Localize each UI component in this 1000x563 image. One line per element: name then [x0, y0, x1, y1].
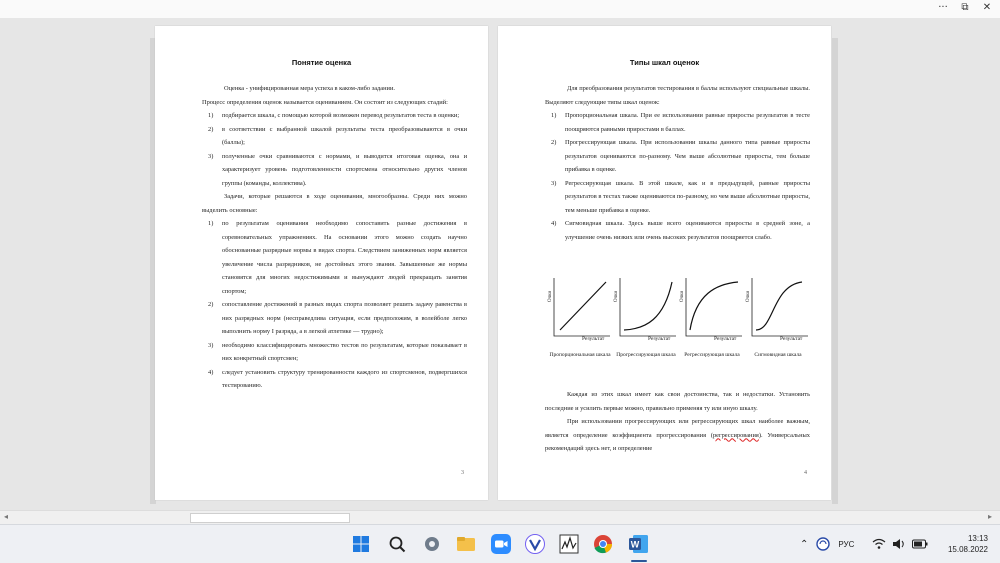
chart-caption: Регрессирующая шкала — [684, 352, 740, 358]
chart-app-icon[interactable] — [558, 533, 580, 555]
list-text: сопоставление достижений в разных видах спорта позволяет решить задачу равенства в них разрядных норм (несправедлива ситуация, если предположим, в волейболе легко выполнить норму I разряда, а в легкой атлетике — трудно); — [222, 301, 467, 335]
list-number: 3) — [208, 152, 214, 160]
scale-types-list — [545, 109, 810, 244]
scale-charts-figure — [548, 274, 810, 384]
tasks-list — [202, 217, 467, 393]
list-item — [202, 150, 467, 191]
list-number: 2) — [551, 139, 557, 146]
clock-date: 15.08.2022 — [947, 545, 988, 554]
next-page-edge — [832, 38, 838, 504]
chart-caption: Пропорциональная шкала — [549, 352, 611, 358]
more-options-icon[interactable]: ··· — [938, 2, 948, 13]
y-axis-label: Очки — [548, 290, 553, 302]
page-body — [202, 82, 467, 393]
list-item — [545, 136, 810, 177]
list-item — [202, 339, 467, 366]
page-title: Типы шкал оценок — [629, 58, 700, 67]
clock-time: 13:13 — [967, 534, 988, 543]
list-number: 1) — [208, 112, 214, 119]
taskbar — [0, 524, 1000, 563]
list-number: 4) — [208, 368, 214, 376]
document-view[interactable] — [0, 18, 1000, 510]
active-app-indicator — [631, 560, 647, 562]
list-text: Пропорциональная шкала. При ее использовании равные приросты результатов в тесте поощряются равными приростами в баллах. — [565, 112, 810, 133]
list-item — [545, 109, 810, 136]
horizontal-scrollbar[interactable] — [0, 510, 1000, 524]
language-indicator[interactable]: РУС — [838, 540, 855, 549]
system-tray — [800, 525, 928, 563]
chrome-icon[interactable] — [592, 533, 614, 555]
scrollbar-thumb[interactable] — [190, 513, 350, 523]
list-text: по результатам оценивания необходимо сопоставить разные достижения в соревновательных упражнениях. На основании этого можно создать научно обоснованные разрядные нормы в видах спорта. Следствием заниженных норм является увеличение числа разрядников, не достойных этого звания. Завышенные же нормы становятся для многих недостижимыми и вынуждают людей прекращать занятия спортом; — [222, 220, 467, 295]
list-number: 3) — [551, 179, 557, 187]
chart-regressive — [680, 274, 744, 378]
battery-icon[interactable] — [912, 539, 928, 551]
list-text: подбирается шкала, с помощью которой возможен перевод результатов теста в оценки; — [222, 112, 460, 119]
list-item — [202, 366, 467, 393]
chart-sigmoid — [746, 274, 810, 378]
list-item — [545, 177, 810, 218]
close-window-icon[interactable]: ✕ — [982, 2, 992, 13]
list-number: 4) — [551, 220, 557, 227]
vpn-icon[interactable] — [816, 537, 830, 553]
page-number: 3 — [461, 470, 464, 476]
search-icon[interactable] — [386, 533, 408, 555]
page-number: 4 — [804, 470, 807, 476]
volume-icon[interactable] — [892, 538, 906, 552]
x-axis-label: Результат — [780, 336, 803, 342]
word-icon[interactable] — [628, 533, 650, 555]
paragraph-part: При использовании прогрессирующих или регрессирующих шкал наиболее важным, является определение коэффициента прогрессирования ( — [545, 418, 810, 439]
clock[interactable] — [948, 533, 988, 555]
page-3[interactable] — [155, 26, 488, 500]
list-text: полученные очки сравниваются с нормами, и выводится итоговая оценка, она и характеризует уровень подготовленности спортсмена относительно других членов группы (команды, коллектива). — [222, 152, 467, 187]
list-text: Сигмовидная шкала. Здесь выше всего оцениваются приросты в средней зоне, а улучшение очень низких или очень высоких результатов поощряется слабо. — [565, 220, 810, 241]
chart-caption: Прогрессирующая шкала — [616, 352, 676, 358]
scroll-right-icon[interactable]: ▸ — [988, 512, 993, 521]
x-axis-label: Результат — [714, 336, 737, 342]
list-number: 1) — [551, 112, 557, 119]
paragraph: Для преобразования результатов тестирования в баллы используют специальные шкалы. Выделяют следующие типы шкал оценок: — [545, 85, 810, 106]
paragraph: Каждая из этих шкал имеет как свои достоинства, так и недостатки. Установить последние и усилить первые можно, правильно применяя ту или иную шкалу. — [545, 391, 810, 412]
list-item — [202, 217, 467, 298]
paragraph-part: ). Универсальных рекомендаций здесь нет, и определение — [545, 431, 810, 452]
list-number: 2) — [208, 301, 214, 308]
chevron-up-icon[interactable]: ⌃ — [800, 539, 809, 550]
wifi-icon[interactable] — [872, 538, 886, 552]
list-number: 2) — [208, 125, 214, 133]
paragraph — [545, 415, 810, 456]
windows-start-icon[interactable] — [350, 533, 372, 555]
list-text: необходимо классифицировать множество тестов по результатам, которые показывает в них конкретный спортсмен; — [222, 341, 467, 362]
list-item — [202, 123, 467, 150]
scroll-left-icon[interactable]: ◂ — [4, 512, 9, 521]
settings-icon[interactable] — [421, 533, 443, 555]
chart-progressive — [614, 274, 678, 378]
list-number: 3) — [208, 341, 214, 349]
stages-list — [202, 109, 467, 190]
page-4[interactable] — [498, 26, 831, 500]
y-axis-label: Очки — [614, 290, 619, 302]
list-item — [202, 298, 467, 339]
list-item — [545, 217, 810, 244]
page-title: Понятие оценка — [291, 58, 352, 67]
chart-caption: Сигмовидная шкала — [754, 352, 802, 358]
list-item — [202, 109, 467, 123]
paragraph: Задачи, которые решаются в ходе оценивания, многообразны. Среди них можно выделить основные: — [202, 193, 467, 214]
list-number: 1) — [208, 220, 214, 227]
paragraph: Процесс определения оценок называется оцениванием. Он состоит из следующих стадий: — [202, 98, 448, 106]
list-text: следует установить структуру тренированности каждого из спортсменов, подвергшихся тестированию. — [222, 368, 467, 389]
list-text: в соответствии с выбранной шкалой результаты теста преобразовываются в очки (баллы); — [222, 125, 467, 146]
spellcheck-underlined-word[interactable]: регрессирования — [712, 431, 759, 439]
chart-proportional — [548, 274, 612, 378]
restore-window-icon[interactable]: ⧉ — [961, 2, 969, 13]
list-text: Прогрессирующая шкала. При использовании шкалы данного типа равные приросты результатов оцениваются по-разному. Чем выше абсолютные приросты, тем больше прибавка в оценке. — [565, 139, 810, 173]
y-axis-label: Очки — [746, 290, 751, 302]
y-axis-label: Очки — [680, 290, 685, 302]
zoom-icon[interactable] — [490, 533, 512, 555]
file-explorer-icon[interactable] — [455, 533, 477, 555]
svg-text:W: W — [630, 539, 640, 550]
page-body-bottom — [545, 388, 810, 456]
x-axis-label: Результат — [582, 336, 605, 342]
page-body-top — [545, 82, 810, 244]
x-axis-label: Результат — [648, 336, 671, 342]
viber-icon[interactable] — [524, 533, 546, 555]
window-title-bar — [0, 0, 1000, 18]
paragraph: Оценка - унифицированная мера успеха в каком-либо задании. — [224, 85, 395, 92]
list-text: Регрессирующая шкала. В этой шкале, как и в предыдущей, равные приросты результатов в тестах также оцениваются по-разному, но чем выше абсолютные приросты, тем меньше прибавка в оценке. — [565, 179, 810, 214]
